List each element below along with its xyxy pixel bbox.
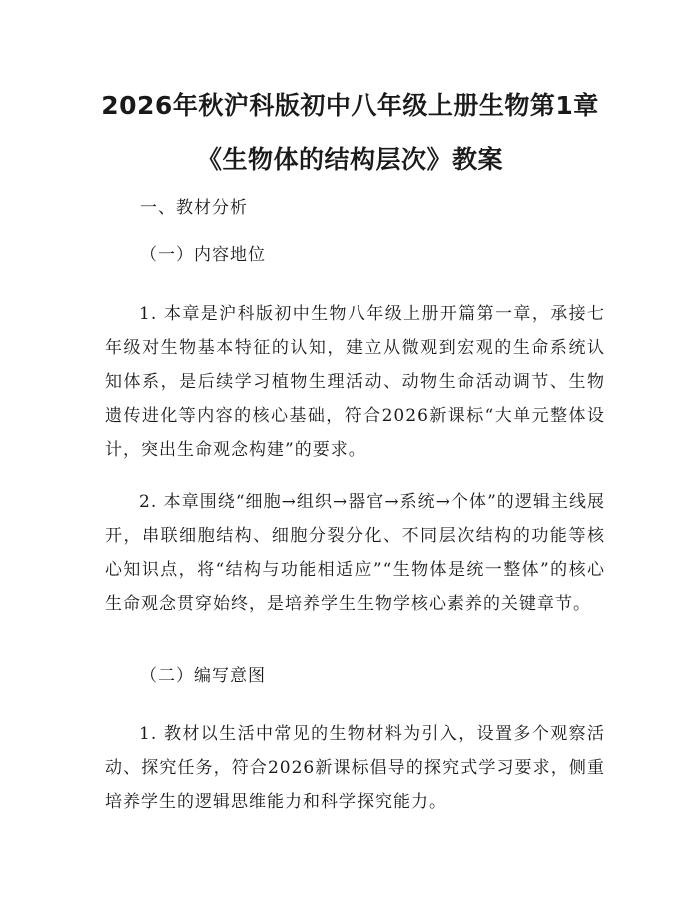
paragraph-2: 2. 本章围绕“细胞→组织→器官→系统→个体”的逻辑主线展开，串联细胞结构、细胞分裂分化、不同层次结构的功能等核心知识点，将“结构与功能相适应”“生物体是统一整体”的核心生命观念贯穿始终，是培养学生生物学核心素养的关键章节。 — [105, 492, 605, 614]
paragraph-1: 1. 本章是沪科版初中生物八年级上册开篇第一章，承接七年级对生物基本特征的认知，建立从微观到宏观的生命系统认知体系，是后续学习植物生理活动、动物生命活动调节、生物遗传进化等内容的核心基础，符合2026新课标“大单元整体设计，突出生命观念构建”的要求。 — [105, 304, 605, 460]
paragraph-3: 1. 教材以生活中常见的生物材料为引入，设置多个观察活动、探究任务，符合2026新课标倡导的探究式学习要求，侧重培养学生的逻辑思维能力和科学探究能力。 — [105, 724, 605, 812]
subsection-heading-writing-intent: （二）编写意图 — [140, 666, 266, 686]
subsection-heading-content-position: （一）内容地位 — [140, 245, 266, 265]
document-title-line1: 2026年秋沪科版初中八年级上册生物第1章 — [101, 91, 599, 120]
section-heading-teaching-material-analysis: 一、教材分析 — [140, 198, 248, 218]
document-title-line2: 《生物体的结构层次》教案 — [196, 145, 503, 174]
